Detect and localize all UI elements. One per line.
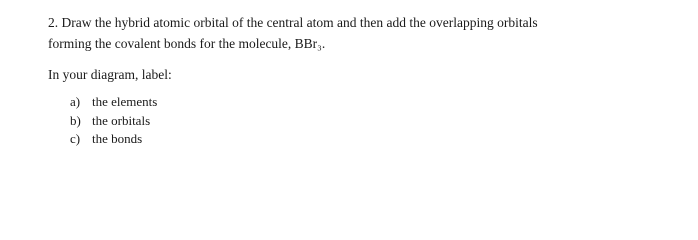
list-marker: b) [70,112,81,128]
list-item-text: the orbitals [92,112,151,128]
list-marker: a) [70,94,81,109]
question-line-1: 2. Draw the hybrid atomic orbital of the central atom and then add the overlapping orbitals [48,15,538,30]
list-item [70,93,157,112]
list-item [70,112,157,131]
label-instruction: In your diagram, label: [48,67,172,82]
list-item-text: the elements [92,94,158,109]
list-item-text: the bonds [92,131,143,146]
list-marker: c) [70,131,81,146]
question-text [48,12,668,54]
label-list [70,93,157,149]
question-line-2: forming the covalent bonds for the molecule, BBr₃. [48,36,326,51]
list-item [70,130,157,149]
